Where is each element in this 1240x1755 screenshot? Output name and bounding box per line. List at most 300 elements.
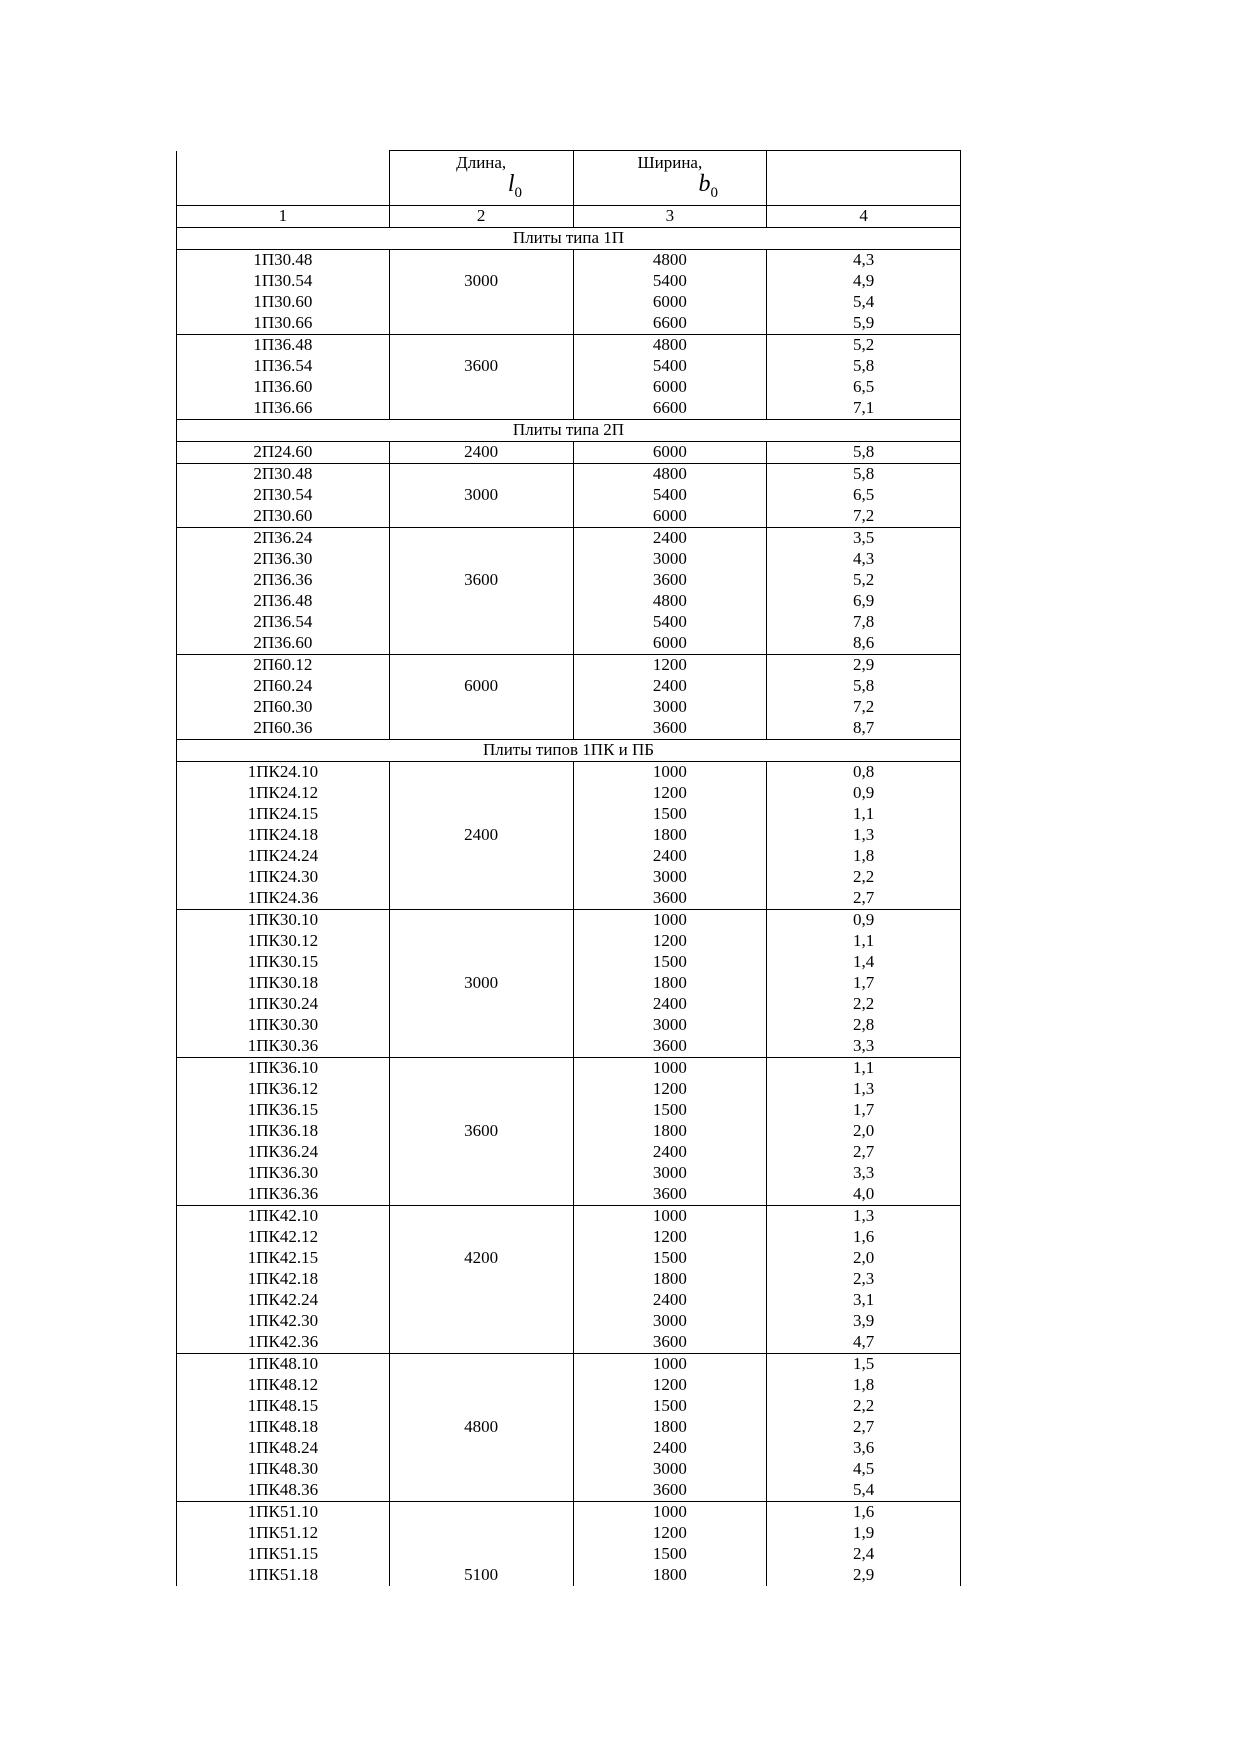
mark-cell: 1ПК24.36	[177, 888, 390, 910]
table-row	[177, 1290, 961, 1311]
column-number: 1	[177, 205, 390, 227]
width-cell: 4800	[573, 591, 767, 612]
width-cell: 6000	[573, 633, 767, 655]
table-row	[177, 676, 961, 697]
mark-cell: 1ПК36.12	[177, 1079, 390, 1100]
mark-cell: 2П60.12	[177, 654, 390, 676]
mark-cell: 1ПК36.15	[177, 1100, 390, 1121]
section-header-row	[177, 739, 961, 761]
value-cell: 0,8	[767, 761, 961, 783]
length-cell	[389, 1036, 573, 1058]
value-cell: 6,5	[767, 377, 961, 398]
width-cell: 1000	[573, 1501, 767, 1523]
length-cell	[389, 1353, 573, 1375]
mark-cell: 2П36.36	[177, 570, 390, 591]
value-cell: 7,2	[767, 506, 961, 528]
mark-cell: 1ПК42.24	[177, 1290, 390, 1311]
table-row	[177, 549, 961, 570]
width-cell: 1000	[573, 1057, 767, 1079]
value-cell: 7,8	[767, 612, 961, 633]
table-row	[177, 292, 961, 313]
length-cell	[389, 1184, 573, 1206]
value-cell: 5,8	[767, 463, 961, 485]
length-cell: 4800	[389, 1417, 573, 1438]
mark-cell: 1ПК42.15	[177, 1248, 390, 1269]
mark-cell: 1ПК48.18	[177, 1417, 390, 1438]
value-cell: 2,7	[767, 1142, 961, 1163]
value-cell: 2,2	[767, 994, 961, 1015]
length-cell: 3600	[389, 356, 573, 377]
width-cell: 3000	[573, 1311, 767, 1332]
table-row	[177, 506, 961, 528]
length-cell	[389, 952, 573, 973]
width-cell: 3000	[573, 1015, 767, 1036]
table-row	[177, 867, 961, 888]
width-cell: 5400	[573, 612, 767, 633]
mark-cell: 1ПК48.15	[177, 1396, 390, 1417]
mark-cell: 1ПК42.10	[177, 1205, 390, 1227]
table-row	[177, 1396, 961, 1417]
width-cell: 1500	[573, 952, 767, 973]
width-cell: 3000	[573, 1459, 767, 1480]
section-title: Плиты типа 2П	[177, 419, 961, 441]
mark-cell: 1ПК24.24	[177, 846, 390, 867]
length-cell	[389, 697, 573, 718]
length-cell	[389, 1523, 573, 1544]
width-cell: 1800	[573, 825, 767, 846]
length-cell	[389, 718, 573, 740]
width-cell: 3600	[573, 1036, 767, 1058]
table-row	[177, 334, 961, 356]
length-symbol-letter: l	[507, 171, 515, 197]
table-row	[177, 654, 961, 676]
length-cell	[389, 804, 573, 825]
length-cell	[389, 783, 573, 804]
length-cell: 3000	[389, 271, 573, 292]
length-cell	[389, 591, 573, 612]
value-cell: 1,8	[767, 846, 961, 867]
value-cell: 1,8	[767, 1375, 961, 1396]
length-cell	[389, 249, 573, 271]
length-cell	[389, 1332, 573, 1354]
table-row	[177, 888, 961, 910]
table-row	[177, 909, 961, 931]
column-number: 2	[389, 205, 573, 227]
table-row	[177, 612, 961, 633]
width-cell: 4800	[573, 463, 767, 485]
table-row	[177, 1079, 961, 1100]
table-row	[177, 1353, 961, 1375]
value-cell: 2,2	[767, 867, 961, 888]
width-cell: 6600	[573, 313, 767, 335]
mark-cell: 1П30.48	[177, 249, 390, 271]
table-row	[177, 1163, 961, 1184]
mark-cell: 2П36.54	[177, 612, 390, 633]
value-cell: 3,3	[767, 1163, 961, 1184]
table-row	[177, 1311, 961, 1332]
width-cell: 1500	[573, 1396, 767, 1417]
mark-cell: 1ПК36.10	[177, 1057, 390, 1079]
value-cell: 2,0	[767, 1248, 961, 1269]
length-cell	[389, 909, 573, 931]
mark-cell: 1ПК48.24	[177, 1438, 390, 1459]
value-cell: 1,5	[767, 1353, 961, 1375]
length-cell	[389, 633, 573, 655]
table-row	[177, 931, 961, 952]
value-cell: 2,3	[767, 1269, 961, 1290]
table-row	[177, 463, 961, 485]
mark-cell: 1ПК42.12	[177, 1227, 390, 1248]
value-cell: 8,7	[767, 718, 961, 740]
length-symbol-sub: 0	[514, 184, 522, 201]
width-cell: 2400	[573, 1290, 767, 1311]
table-row	[177, 761, 961, 783]
table-row	[177, 1438, 961, 1459]
table-row	[177, 1565, 961, 1586]
value-cell: 0,9	[767, 909, 961, 931]
table-row	[177, 1142, 961, 1163]
length-cell	[389, 1057, 573, 1079]
value-cell: 1,1	[767, 804, 961, 825]
length-cell	[389, 1480, 573, 1502]
table-row	[177, 1248, 961, 1269]
mark-cell: 1ПК51.10	[177, 1501, 390, 1523]
table-row	[177, 1121, 961, 1142]
width-cell: 3600	[573, 718, 767, 740]
value-cell: 4,0	[767, 1184, 961, 1206]
length-cell	[389, 1163, 573, 1184]
length-cell	[389, 1205, 573, 1227]
value-cell: 8,6	[767, 633, 961, 655]
table-row	[177, 249, 961, 271]
value-cell: 5,2	[767, 334, 961, 356]
width-cell: 5400	[573, 485, 767, 506]
width-cell: 3000	[573, 1163, 767, 1184]
mark-cell: 1ПК42.18	[177, 1269, 390, 1290]
table-row	[177, 398, 961, 420]
length-cell: 3600	[389, 1121, 573, 1142]
mark-cell: 1П36.66	[177, 398, 390, 420]
value-cell: 1,1	[767, 931, 961, 952]
length-cell	[389, 1459, 573, 1480]
width-cell: 2400	[573, 527, 767, 549]
mark-cell: 1ПК36.24	[177, 1142, 390, 1163]
column-number: 3	[573, 205, 767, 227]
length-cell	[389, 761, 573, 783]
width-cell: 5400	[573, 271, 767, 292]
value-cell: 4,9	[767, 271, 961, 292]
mark-cell: 1ПК36.36	[177, 1184, 390, 1206]
length-cell	[389, 931, 573, 952]
length-cell	[389, 1311, 573, 1332]
value-cell: 5,8	[767, 676, 961, 697]
mark-cell: 1П30.66	[177, 313, 390, 335]
mark-cell: 1ПК30.24	[177, 994, 390, 1015]
table-row	[177, 1269, 961, 1290]
table-row	[177, 441, 961, 463]
value-cell: 6,9	[767, 591, 961, 612]
mark-cell: 1П30.60	[177, 292, 390, 313]
width-cell: 1800	[573, 973, 767, 994]
mark-cell: 1ПК24.10	[177, 761, 390, 783]
value-cell: 2,7	[767, 1417, 961, 1438]
length-cell	[389, 1142, 573, 1163]
length-cell	[389, 1375, 573, 1396]
length-label: Длина,	[456, 153, 507, 172]
length-cell	[389, 1079, 573, 1100]
table-row	[177, 1205, 961, 1227]
length-cell	[389, 313, 573, 335]
length-cell: 4200	[389, 1248, 573, 1269]
panels-table	[176, 150, 961, 1586]
table-row	[177, 1100, 961, 1121]
value-cell: 1,9	[767, 1523, 961, 1544]
length-cell	[389, 1501, 573, 1523]
value-cell: 6,5	[767, 485, 961, 506]
width-cell: 1200	[573, 1375, 767, 1396]
mark-cell: 1ПК30.18	[177, 973, 390, 994]
width-cell: 3600	[573, 1332, 767, 1354]
header-cell-width	[573, 151, 767, 206]
width-cell: 6000	[573, 377, 767, 398]
table-row	[177, 633, 961, 655]
section-title: Плиты типа 1П	[177, 227, 961, 249]
length-cell: 6000	[389, 676, 573, 697]
mark-cell: 2П60.30	[177, 697, 390, 718]
width-cell: 3600	[573, 888, 767, 910]
mark-cell: 1ПК51.18	[177, 1565, 390, 1586]
value-cell: 5,4	[767, 292, 961, 313]
table-row	[177, 527, 961, 549]
table-row	[177, 718, 961, 740]
mark-cell: 2П36.24	[177, 527, 390, 549]
header-row	[177, 151, 961, 206]
width-cell: 3000	[573, 697, 767, 718]
length-cell	[389, 506, 573, 528]
table-row	[177, 271, 961, 292]
value-cell: 4,3	[767, 249, 961, 271]
table-row	[177, 1501, 961, 1523]
value-cell: 4,7	[767, 1332, 961, 1354]
length-cell	[389, 1544, 573, 1565]
value-cell: 1,3	[767, 1079, 961, 1100]
width-cell: 5400	[573, 356, 767, 377]
value-cell: 5,9	[767, 313, 961, 335]
value-cell: 1,7	[767, 1100, 961, 1121]
width-cell: 1800	[573, 1417, 767, 1438]
mark-cell: 1ПК24.15	[177, 804, 390, 825]
mark-cell: 1ПК48.30	[177, 1459, 390, 1480]
section-header-row	[177, 419, 961, 441]
width-cell: 1200	[573, 931, 767, 952]
table-row	[177, 1184, 961, 1206]
mark-cell: 1ПК24.12	[177, 783, 390, 804]
width-symbol	[574, 172, 767, 205]
value-cell: 1,7	[767, 973, 961, 994]
length-cell	[389, 1396, 573, 1417]
width-cell: 1500	[573, 804, 767, 825]
mark-cell: 1ПК30.30	[177, 1015, 390, 1036]
table-row	[177, 1459, 961, 1480]
width-cell: 3600	[573, 1184, 767, 1206]
width-symbol-letter: b	[698, 171, 711, 197]
table-row	[177, 1332, 961, 1354]
mark-cell: 1ПК51.12	[177, 1523, 390, 1544]
length-cell	[389, 377, 573, 398]
value-cell: 5,2	[767, 570, 961, 591]
width-cell: 1800	[573, 1269, 767, 1290]
length-cell	[389, 612, 573, 633]
header-cell-length	[389, 151, 573, 206]
width-cell: 1000	[573, 761, 767, 783]
length-cell	[389, 1438, 573, 1459]
mark-cell: 2П36.60	[177, 633, 390, 655]
mark-cell: 2П60.24	[177, 676, 390, 697]
length-cell	[389, 867, 573, 888]
width-cell: 2400	[573, 846, 767, 867]
length-cell: 3000	[389, 973, 573, 994]
length-cell	[389, 1227, 573, 1248]
length-cell: 3000	[389, 485, 573, 506]
width-cell: 1500	[573, 1248, 767, 1269]
length-cell	[389, 1290, 573, 1311]
width-cell: 6000	[573, 441, 767, 463]
table-row	[177, 1523, 961, 1544]
width-cell: 6600	[573, 398, 767, 420]
mark-cell: 2П30.60	[177, 506, 390, 528]
value-cell: 5,4	[767, 1480, 961, 1502]
length-symbol	[390, 172, 573, 205]
width-cell: 1000	[573, 909, 767, 931]
table-row	[177, 591, 961, 612]
value-cell: 1,3	[767, 825, 961, 846]
value-cell: 5,8	[767, 356, 961, 377]
table-row	[177, 973, 961, 994]
table-body	[177, 151, 961, 1586]
table-row	[177, 994, 961, 1015]
section-title: Плиты типов 1ПК и ПБ	[177, 739, 961, 761]
table-row	[177, 1480, 961, 1502]
mark-cell: 1ПК30.10	[177, 909, 390, 931]
value-cell: 2,8	[767, 1015, 961, 1036]
table-row	[177, 1227, 961, 1248]
length-cell	[389, 549, 573, 570]
table-row	[177, 1417, 961, 1438]
width-cell: 2400	[573, 994, 767, 1015]
mark-cell: 1ПК36.18	[177, 1121, 390, 1142]
mark-cell: 2П30.48	[177, 463, 390, 485]
length-cell	[389, 654, 573, 676]
mark-cell: 1ПК30.12	[177, 931, 390, 952]
length-cell	[389, 888, 573, 910]
mark-cell: 1ПК24.18	[177, 825, 390, 846]
width-cell: 1200	[573, 1227, 767, 1248]
column-numbers-row	[177, 205, 961, 227]
width-cell: 1000	[573, 1353, 767, 1375]
table-row	[177, 1015, 961, 1036]
width-label: Ширина,	[637, 153, 703, 172]
section-header-row	[177, 227, 961, 249]
table-row	[177, 570, 961, 591]
column-number: 4	[767, 205, 961, 227]
width-cell: 1200	[573, 1079, 767, 1100]
value-cell: 2,2	[767, 1396, 961, 1417]
width-cell: 6000	[573, 292, 767, 313]
length-cell: 2400	[389, 825, 573, 846]
value-cell: 0,9	[767, 783, 961, 804]
mark-cell: 1ПК42.30	[177, 1311, 390, 1332]
length-cell: 5100	[389, 1565, 573, 1586]
length-cell	[389, 398, 573, 420]
value-cell: 4,3	[767, 549, 961, 570]
width-symbol-sub: 0	[710, 184, 718, 201]
width-cell: 1800	[573, 1565, 767, 1586]
mark-cell: 1П36.60	[177, 377, 390, 398]
length-cell	[389, 292, 573, 313]
value-cell: 3,5	[767, 527, 961, 549]
width-cell: 2400	[573, 1438, 767, 1459]
length-cell: 3600	[389, 570, 573, 591]
mark-cell: 2П36.30	[177, 549, 390, 570]
mark-cell: 1П36.48	[177, 334, 390, 356]
mark-cell: 2П36.48	[177, 591, 390, 612]
width-cell: 3000	[573, 549, 767, 570]
table-row	[177, 1057, 961, 1079]
value-cell: 2,9	[767, 654, 961, 676]
width-cell: 3000	[573, 867, 767, 888]
length-cell	[389, 846, 573, 867]
table-row	[177, 952, 961, 973]
table-row	[177, 1375, 961, 1396]
mark-cell: 1ПК36.30	[177, 1163, 390, 1184]
width-cell: 1200	[573, 783, 767, 804]
table-row	[177, 846, 961, 867]
length-cell: 2400	[389, 441, 573, 463]
width-cell: 4800	[573, 334, 767, 356]
width-cell: 3600	[573, 570, 767, 591]
mark-cell: 1ПК30.15	[177, 952, 390, 973]
width-cell: 2400	[573, 676, 767, 697]
length-cell	[389, 334, 573, 356]
width-cell: 1200	[573, 1523, 767, 1544]
width-cell: 3600	[573, 1480, 767, 1502]
mark-cell: 1ПК48.36	[177, 1480, 390, 1502]
table-row	[177, 697, 961, 718]
value-cell: 2,7	[767, 888, 961, 910]
mark-cell: 1ПК48.10	[177, 1353, 390, 1375]
mark-cell: 1ПК51.15	[177, 1544, 390, 1565]
table-row	[177, 804, 961, 825]
table-row	[177, 313, 961, 335]
mark-cell: 1П30.54	[177, 271, 390, 292]
mark-cell: 1ПК30.36	[177, 1036, 390, 1058]
length-cell	[389, 1015, 573, 1036]
value-cell: 1,4	[767, 952, 961, 973]
table-row	[177, 825, 961, 846]
header-cell-mark	[177, 151, 390, 206]
value-cell: 3,1	[767, 1290, 961, 1311]
value-cell: 2,4	[767, 1544, 961, 1565]
table-row	[177, 377, 961, 398]
length-cell	[389, 1100, 573, 1121]
mark-cell: 2П30.54	[177, 485, 390, 506]
width-cell: 1800	[573, 1121, 767, 1142]
length-cell	[389, 1269, 573, 1290]
value-cell: 1,3	[767, 1205, 961, 1227]
width-cell: 4800	[573, 249, 767, 271]
width-cell: 2400	[573, 1142, 767, 1163]
width-cell: 1500	[573, 1100, 767, 1121]
